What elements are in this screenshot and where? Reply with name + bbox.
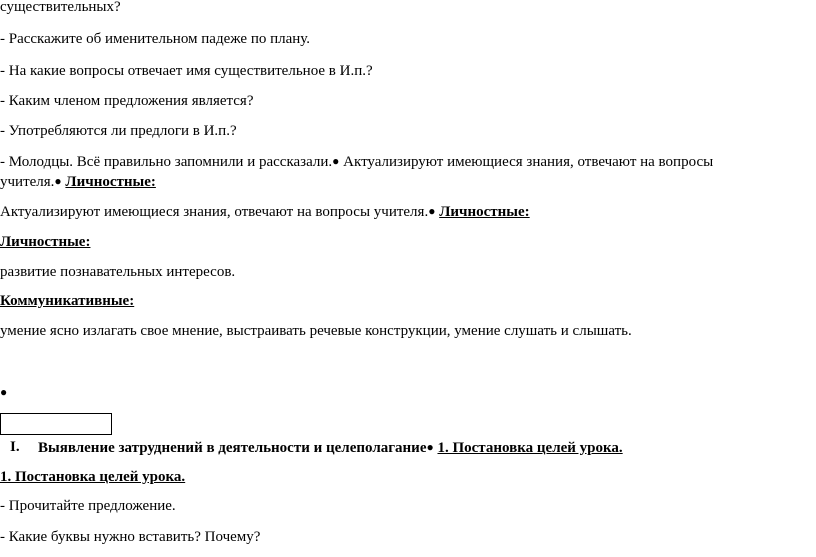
personal-label: Личностные: — [439, 204, 530, 220]
goal-heading — [0, 468, 185, 486]
text-line: существительных? — [0, 0, 121, 15]
question-line: - Какие буквы нужно вставить? Почему? — [0, 529, 261, 545]
personal-label: Личностные: — [0, 234, 91, 250]
personal-heading — [0, 233, 90, 251]
section-subtitle: 1. Постановка целей урока. — [437, 440, 623, 456]
question-line: - Употребляются ли предлоги в И.п.? — [0, 123, 237, 139]
bullet-icon: ● — [426, 440, 434, 454]
empty-box — [0, 413, 112, 435]
bullet-icon: ● — [428, 204, 436, 218]
personal-label: Личностные: — [65, 174, 156, 190]
section-heading — [38, 438, 623, 457]
activity-text: учителя. — [0, 174, 55, 190]
praise-text: - Молодцы. Всё правильно запомнили и рассказали. — [0, 154, 333, 170]
activity-line — [0, 202, 530, 221]
personal-text: развитие познавательных интересов. — [0, 264, 236, 280]
bullet-icon: ● — [54, 174, 62, 188]
instruction-line: - Прочитайте предложение. — [0, 498, 176, 514]
communicative-label: Коммуникативные: — [0, 293, 135, 309]
section-title: Выявление затруднений в деятельности и целеполагание — [38, 440, 427, 456]
question-line: - Каким членом предложения является? — [0, 93, 254, 109]
bullet-icon: ● — [332, 154, 340, 168]
activity-text: Актуализируют имеющиеся знания, отвечают на вопросы — [339, 154, 714, 170]
praise-line — [0, 152, 713, 171]
bullet-icon: ● — [0, 385, 8, 399]
lone-bullet — [0, 383, 7, 402]
activity-continuation — [0, 172, 156, 191]
goal-label: 1. Постановка целей урока. — [0, 469, 186, 485]
communicative-heading — [0, 292, 134, 310]
question-line: - На какие вопросы отвечает имя существительное в И.п.? — [0, 63, 373, 79]
question-line: - Расскажите об именительном падеже по плану. — [0, 31, 311, 47]
communicative-text: умение ясно излагать свое мнение, выстраивать речевые конструкции, умение слушать и слышать. — [0, 323, 632, 339]
section-number: I. — [10, 439, 20, 455]
activity-text: Актуализируют имеющиеся знания, отвечают на вопросы учителя. — [0, 204, 429, 220]
